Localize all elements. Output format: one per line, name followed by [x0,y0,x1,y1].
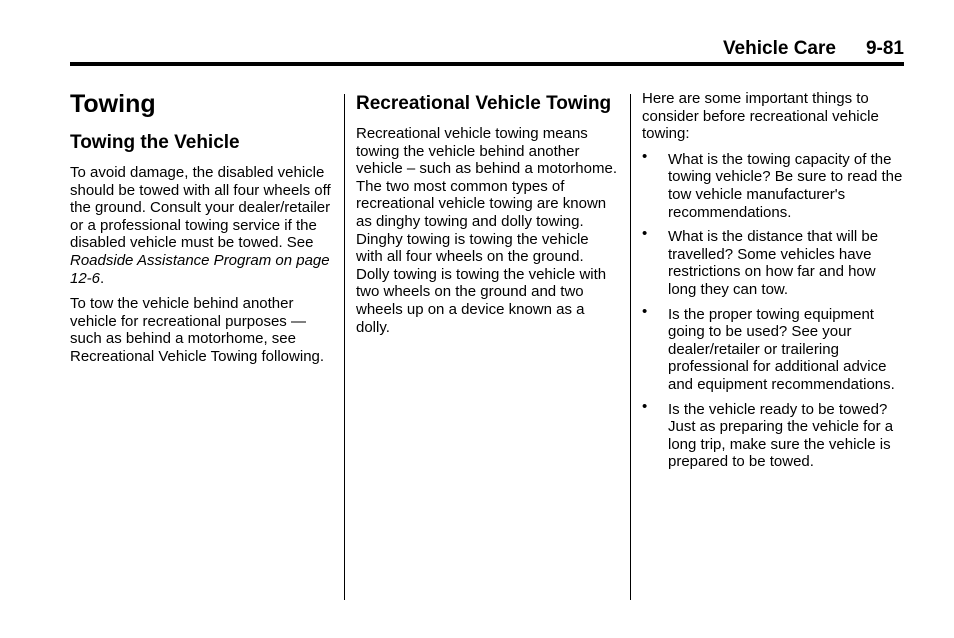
list-item [642,397,904,471]
paragraph-text: To avoid damage, the disabled vehicle should be towed with all four wheels off the ground. Consult your dealer/retailer or a professional towing service if the disabled vehicle must be towed. See [70,164,331,252]
list-item [642,225,904,298]
section-heading-recreational-vehicle-towing: Recreational Vehicle Towing [356,93,612,114]
running-head [723,38,904,60]
paragraph-recreational-reference: To tow the vehicle behind another vehicle for recreational purposes — such as behind a motorhome, see Recreational Vehicle Towing following. [70,295,325,365]
roadside-assistance-link[interactable]: Roadside Assistance Program on page 12-6 [70,251,330,287]
paragraph-intro: Here are some important things to consider before recreational vehicle towing: [642,90,879,143]
column-divider-1 [344,94,345,600]
column-3 [642,90,904,478]
paragraph-end: . [100,269,105,287]
column-divider-2 [630,94,631,600]
list-item-text: Is the vehicle ready to be towed? Just as preparing the vehicle for a long trip, make sure the vehicle is prepared to be towed. [668,400,894,471]
page-header [70,36,904,62]
page-title: Towing [70,90,156,118]
bullet-icon: • [642,147,648,165]
column-2 [356,90,618,344]
header-rule [70,62,904,66]
section-heading-towing-the-vehicle: Towing the Vehicle [70,132,240,153]
bullet-icon: • [642,302,648,320]
list-item [642,147,904,221]
list-item [642,302,904,394]
bullet-icon: • [642,225,648,243]
bullet-list [642,147,904,471]
paragraph-recreational-towing: Recreational vehicle towing means towing the vehicle behind another vehicle – such as behind a motorhome. The two most common types of recreational vehicle towing are known as dinghy towing and dolly towing. Dinghy towing is towing the vehicle with all four wheels on the ground. Dolly towing is towing the vehicle with two wheels on the ground and two wheels up on a device known as a dolly. [356,125,617,336]
bullet-icon: • [642,397,648,415]
paragraph-towing-damage [70,164,332,287]
section-name: Vehicle Care [722,38,836,59]
list-item-text: What is the towing capacity of the towing vehicle? Be sure to read the tow vehicle manufacturer's recommendations. [668,150,903,221]
list-item-text: What is the distance that will be travelled? Some vehicles have restrictions on how far and how long they can tow. [668,228,879,298]
column-1 [70,90,332,374]
page-number: 9-81 [865,38,904,59]
list-item-text: Is the proper towing equipment going to be used? See your dealer/retailer or trailering professional for additional advice and equipment recommendations. [668,305,895,393]
